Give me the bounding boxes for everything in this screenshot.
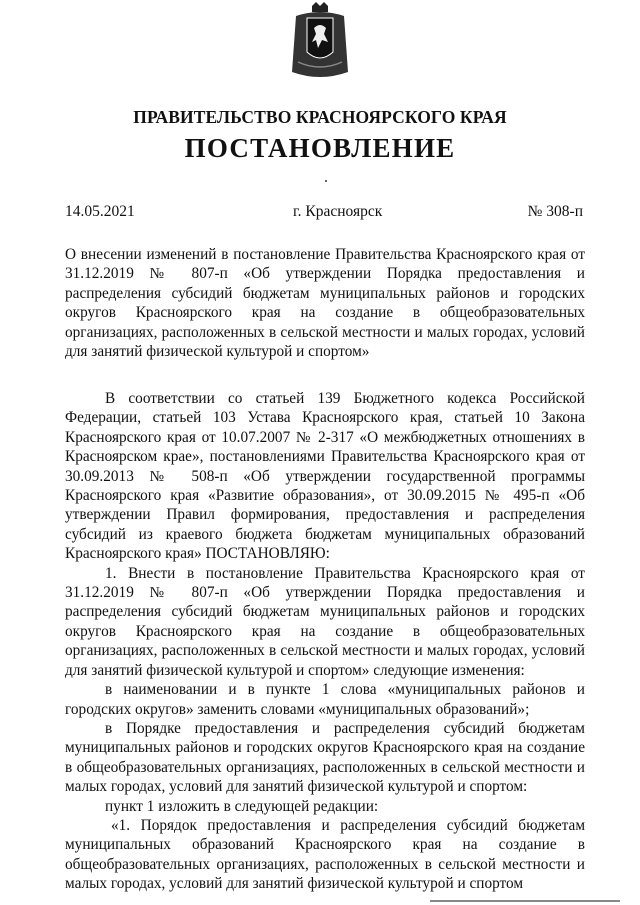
document-subject: О внесении изменений в постановление Правительства Красноярского края от 31.12.2019 № 807-п «Об утверждении Порядка предоставления и распределения субсидий бюджетам муниципальных районов и городских округов Красноярского края на создание в общеобразовательных организациях, расположенных в сельской местности и малых городах, условий для занятий физической культурой и спортом» — [65, 246, 585, 361]
document-type-heading: ПОСТАНОВЛЕНИЕ — [184, 133, 456, 163]
quoted-item-paragraph: «1. Порядок предоставления и распределения субсидий бюджетам муниципальных образований Красноярского края на создание в общеобразовательных организациях, расположенных в сельской местности и малых городах, условий для занятий физической культурой и спортом — [65, 816, 585, 893]
document-city: г. Красноярск — [293, 203, 383, 220]
document-number: № 308-п — [527, 203, 583, 220]
document-body — [65, 389, 585, 894]
scan-mark — [430, 900, 620, 902]
change-1-paragraph: в наименовании и в пункте 1 слова «муниципальных районов и городских округов» заменить словами «муниципальных образований»; — [65, 681, 585, 718]
change-3-paragraph: пункт 1 изложить в следующей редакции: — [105, 797, 379, 815]
document-date: 14.05.2021 — [65, 203, 135, 220]
change-2-paragraph: в Порядке предоставления и распределения субсидий бюджетам муниципальных районов и городских округов Красноярского края на создание в общеобразовательных организациях, расположенных в сельской местности и малых городах, условий для занятий физической культурой и спортом: — [65, 719, 585, 796]
document-meta — [65, 203, 583, 223]
decorative-dot — [325, 180, 327, 182]
item-1-paragraph: 1. Внести в постановление Правительства Красноярского края от 31.12.2019 № 807-п «Об утверждении Порядка предоставления и распределения субсидий бюджетам муниципальных районов и городских округов Красноярского края на создание в общеобразовательных организациях, расположенных в сельской местности и малых городах, условий для занятий физической культурой и спортом» следующие изменения: — [65, 564, 585, 679]
preamble-paragraph: В соответствии со статьей 139 Бюджетного кодекса Российской Федерации, статьей 103 Устава Красноярского края, статьей 10 Закона Красноярского края от 10.07.2007 № 2-317 «О межбюджетных отношениях в Красноярском крае», постановлениями Правительства Красноярского края от 30.09.2013 № 508-п «Об утверждении государственной программы Красноярского края «Развитие образования», от 30.09.2015 № 495-п «Об утверждении Правил формирования, предоставления и распределения субсидий из краевого бюджета бюджетам муниципальных образований Красноярского края» ПОСТАНОВЛЯЮ: — [65, 390, 585, 563]
government-title: ПРАВИТЕЛЬСТВО КРАСНОЯРСКОГО КРАЯ — [133, 107, 507, 127]
coat-of-arms-icon — [290, 2, 350, 80]
